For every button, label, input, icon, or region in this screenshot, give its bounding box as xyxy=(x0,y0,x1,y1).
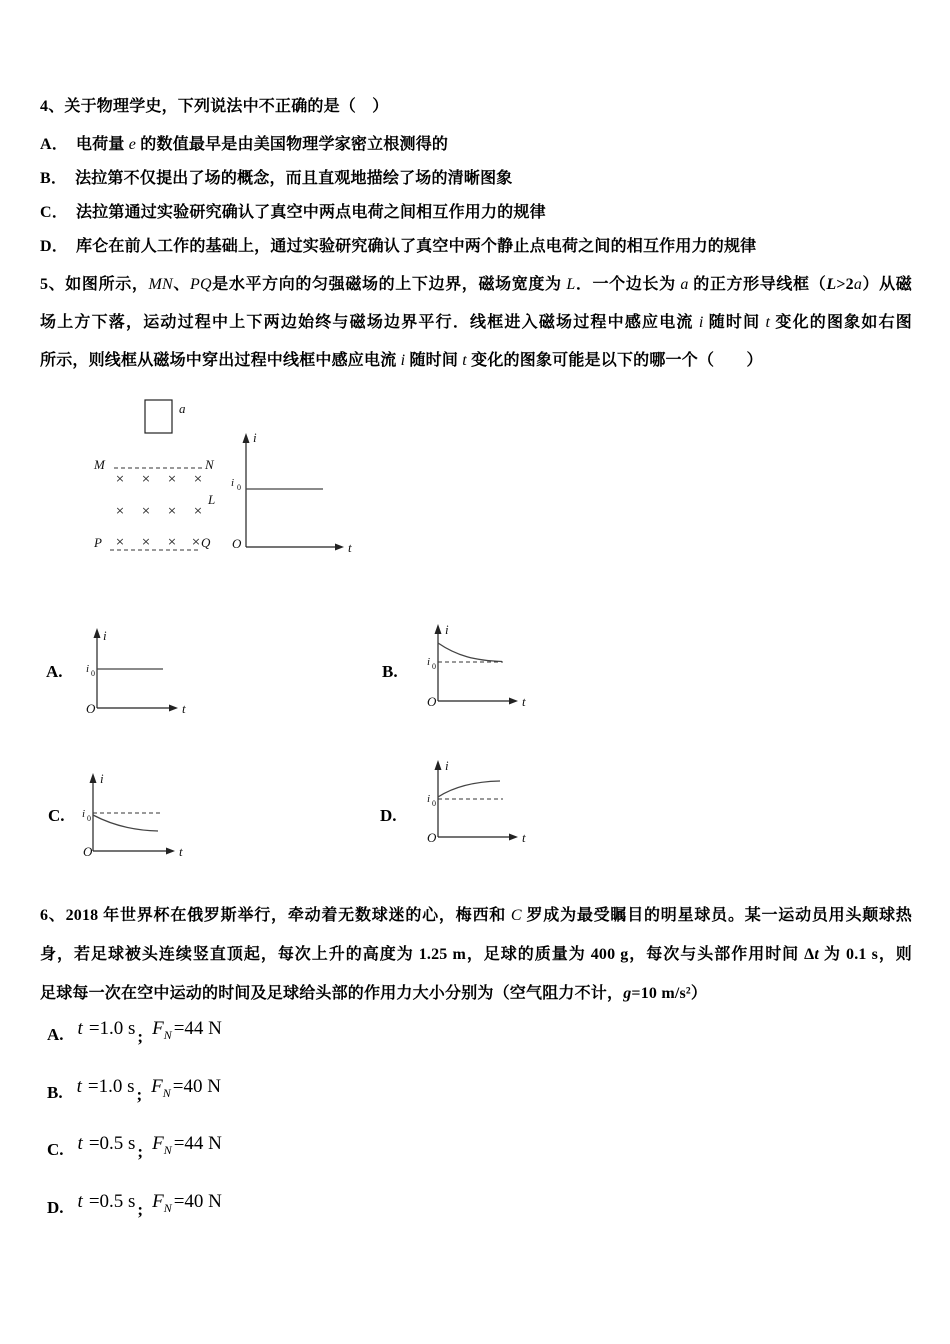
q6-option-b-force xyxy=(151,1076,221,1100)
i0-subscript: 0 xyxy=(91,669,95,678)
time-symbol: t xyxy=(76,1076,82,1097)
q6-option-a-label: A. xyxy=(47,1025,64,1044)
i0-subscript: 0 xyxy=(432,799,436,808)
q6-option-a xyxy=(47,1018,222,1046)
q6-option-d xyxy=(47,1191,222,1219)
q5-option-c-graph xyxy=(80,745,190,860)
q4-option-c xyxy=(40,202,546,224)
q4-option-d xyxy=(40,236,756,258)
q5-option-c-label: C. xyxy=(48,806,65,825)
field-cross-icon: × xyxy=(167,535,177,548)
separator: ; xyxy=(137,1142,144,1161)
i-axis-arrow xyxy=(435,760,442,770)
q4-option-b xyxy=(40,168,512,190)
force-value: =44 N xyxy=(173,1018,222,1039)
t-axis-arrow xyxy=(335,544,344,551)
q6-option-a-time xyxy=(78,1018,136,1039)
q5-stem-line-1: 5、如图所示，MN、PQ是水平方向的匀强磁场的上下边界，磁场宽度为 L．一个边长为 a 的正方形导线框（L>2a）从磁 xyxy=(40,276,912,293)
field-cross-icon: × xyxy=(191,535,201,548)
i-axis-label: i xyxy=(445,758,449,773)
time-value: =1.0 s xyxy=(88,1018,136,1039)
q6-option-b-time xyxy=(77,1076,135,1097)
q4-stem: 4、关于物理学史，下列说法中不正确的是（ ） xyxy=(40,98,389,115)
q6-option-c-force xyxy=(152,1133,222,1157)
current-curve-rise-above-i0 xyxy=(438,781,500,797)
q5-option-d-graph xyxy=(425,752,535,847)
time-value: =1.0 s xyxy=(87,1076,135,1097)
separator: ; xyxy=(137,1027,144,1046)
boundary-label-M: M xyxy=(94,457,105,472)
i-axis-arrow xyxy=(90,773,97,783)
i0-label: i xyxy=(427,656,431,668)
q6-option-c xyxy=(47,1133,222,1161)
origin-label: O xyxy=(83,844,93,859)
field-cross-icon: × xyxy=(167,504,177,517)
q5-option-a-label: A. xyxy=(46,662,63,681)
time-symbol: t xyxy=(77,1018,83,1039)
field-cross-icon: × xyxy=(115,535,125,548)
i0-label: i xyxy=(86,663,90,675)
q4-option-a-text: 电荷量 e 的数值最早是由美国物理学家密立根测得的 xyxy=(75,136,449,153)
current-curve-decay-below-i0 xyxy=(93,815,158,831)
force-symbol: F xyxy=(151,1076,163,1097)
q4-option-d-label: D． xyxy=(40,238,68,255)
i0-subscript: 0 xyxy=(432,662,436,671)
q4-option-b-text: 法拉第不仅提出了场的概念，而且直观地描绘了场的清晰图象 xyxy=(75,170,513,187)
q6-option-a-force xyxy=(152,1018,222,1042)
force-subscript: N xyxy=(162,1085,171,1100)
i-axis-label: i xyxy=(253,430,257,445)
i0-label: i xyxy=(82,808,86,820)
q6-option-b xyxy=(47,1076,221,1104)
t-axis-label: t xyxy=(522,694,526,709)
q6-option-d-time xyxy=(78,1191,136,1212)
time-symbol: t xyxy=(77,1191,83,1212)
square-loop xyxy=(145,400,172,433)
boundary-label-P: P xyxy=(94,535,102,550)
i-axis-label: i xyxy=(103,628,107,643)
i-axis-arrow xyxy=(435,624,442,634)
i0-subscript: 0 xyxy=(87,814,91,823)
force-value: =40 N xyxy=(173,1191,222,1212)
q4-option-c-label: C． xyxy=(40,204,68,221)
q5-option-a-graph xyxy=(85,618,195,718)
q4-option-a xyxy=(40,134,448,156)
q6-stem-line-1: 6、2018 年世界杯在俄罗斯举行，牵动着无数球迷的心，梅西和 C 罗成为最受瞩目的明星球员。某一运动员用头颠球热 xyxy=(40,907,912,924)
q5-option-b-graph xyxy=(425,618,535,713)
t-axis-arrow xyxy=(169,705,178,712)
force-symbol: F xyxy=(152,1018,164,1039)
q4-option-d-text: 库仑在前人工作的基础上，通过实验研究确认了真空中两个静止点电荷之间的相互作用力的规律 xyxy=(75,238,757,255)
q6-option-b-label: B. xyxy=(47,1083,63,1102)
i0-label: i xyxy=(427,793,431,805)
boundary-label-Q: Q xyxy=(201,535,211,550)
loop-side-label: a xyxy=(179,401,186,416)
i-axis-arrow xyxy=(94,628,101,638)
time-value: =0.5 s xyxy=(88,1191,136,1212)
i-axis-label: i xyxy=(100,771,104,786)
origin-label: O xyxy=(232,536,242,551)
separator: ; xyxy=(137,1200,144,1219)
origin-label: O xyxy=(86,701,96,716)
q6-option-c-time xyxy=(78,1133,136,1154)
force-value: =40 N xyxy=(172,1076,221,1097)
field-cross-icon: × xyxy=(193,472,203,485)
q6-option-d-force xyxy=(152,1191,222,1215)
q6-option-d-label: D. xyxy=(47,1198,64,1217)
force-subscript: N xyxy=(163,1142,172,1157)
q5-option-b-label: B. xyxy=(382,662,398,681)
t-axis-label: t xyxy=(182,701,186,716)
t-axis-arrow xyxy=(509,834,518,841)
t-axis-label: t xyxy=(348,540,352,555)
i-axis-label: i xyxy=(445,622,449,637)
q5-option-d-label: D. xyxy=(380,806,397,825)
force-symbol: F xyxy=(152,1133,164,1154)
time-value: =0.5 s xyxy=(88,1133,136,1154)
force-subscript: N xyxy=(163,1200,172,1215)
q6-stem-line-3: 足球每一次在空中运动的时间及足球给头部的作用力大小分别为（空气阻力不计，g=10 m/s²） xyxy=(40,985,708,1002)
force-value: =44 N xyxy=(173,1133,222,1154)
time-symbol: t xyxy=(77,1133,83,1154)
q4-option-b-label: B． xyxy=(40,170,68,187)
q6-option-c-label: C. xyxy=(47,1140,64,1159)
t-axis-arrow xyxy=(509,698,518,705)
q6-stem-line-2: 身，若足球被头连续竖直顶起，每次上升的高度为 1.25 m，足球的质量为 400 g，每次与头部作用时间 Δt 为 0.1 s，则 xyxy=(40,946,913,963)
q4-option-c-text: 法拉第通过实验研究确认了真空中两点电荷之间相互作用力的规律 xyxy=(75,204,546,221)
field-cross-icon: × xyxy=(141,504,151,517)
q5-field-diagram xyxy=(90,395,370,575)
field-cross-icon: × xyxy=(193,504,203,517)
t-axis-arrow xyxy=(166,848,175,855)
separator: ; xyxy=(136,1085,143,1104)
t-axis-label: t xyxy=(179,844,183,859)
boundary-label-N: N xyxy=(205,457,214,472)
i-axis-arrow xyxy=(243,433,250,443)
q5-stem-line-2: 场上方下落，运动过程中上下两边始终与磁场边界平行．线框进入磁场过程中感应电流 i 随时间 t 变化的图象如右图 xyxy=(40,314,912,331)
force-symbol: F xyxy=(152,1191,164,1212)
field-cross-icon: × xyxy=(115,472,125,485)
force-subscript: N xyxy=(163,1027,172,1042)
field-cross-icon: × xyxy=(115,504,125,517)
q4-option-a-label: A． xyxy=(40,136,68,153)
field-cross-icon: × xyxy=(167,472,177,485)
origin-label: O xyxy=(427,694,437,709)
t-axis-label: t xyxy=(522,830,526,845)
i0-subscript: 0 xyxy=(237,483,241,492)
current-curve-decay-to-i0 xyxy=(438,643,502,662)
origin-label: O xyxy=(427,830,437,845)
field-width-label-L: L xyxy=(208,492,216,507)
i0-label: i xyxy=(231,477,235,489)
field-cross-icon: × xyxy=(141,472,151,485)
q5-stem-line-3: 所示，则线框从磁场中穿出过程中线框中感应电流 i 随时间 t 变化的图象可能是以下的哪一个（ ） xyxy=(40,352,763,369)
field-cross-icon: × xyxy=(141,535,151,548)
